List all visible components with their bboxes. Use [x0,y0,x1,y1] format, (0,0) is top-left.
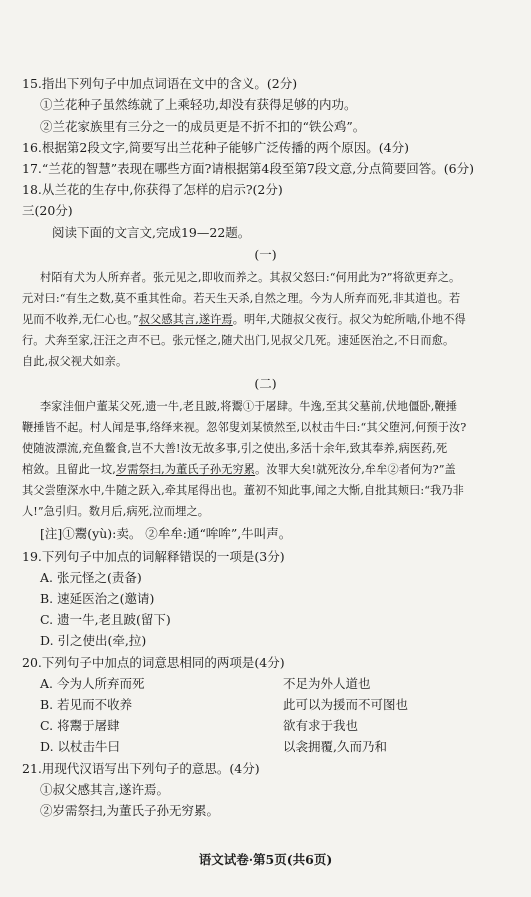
q20-option-c-compare: 欲有求于我也 [283,718,359,733]
section-3-instruction: 阅读下面的文言文,完成19—22题。 [52,225,251,240]
q20-option-a-compare: 不足为外人道也 [283,676,371,691]
q20-option-d-compare: 以衾拥覆,久而乃和 [283,739,387,754]
page-footer: 语文试卷·第5页(共6页) [198,852,333,867]
q20-option-d: D. 以杖击牛曰 [40,739,121,754]
passage-1-text: 。明年,犬随叔父夜行。叔父为蛇所啮,仆地不得 [232,313,466,326]
passage-1-line [22,312,466,328]
q19-option-c: C. 遗一牛,老且跛(留下) [40,612,171,627]
q21-sentence-1: ①叔父感其言,遂许焉。 [40,782,169,797]
q19-option-d: D. 引之使出(牵,拉) [40,633,147,648]
passage-2-line: 其父尝堕深水中,牛随之跃入,牵其尾得出也。董初不知此事,闻之大惭,自批其颊曰:“我乃非 [22,484,464,497]
q15-stem: 15.指出下列句子中加点词语在文中的含义。(2分) [22,76,298,91]
q20-option-b: B. 若见而不收养 [40,697,133,712]
passage-2-line: 鞭捶皆不起。村人闻是事,络绎来视。忽邻叟刘某愤然至,以杖击牛曰:“其父堕河,何预于汝? [22,421,467,434]
passage-2-title: (二) [254,376,277,391]
passage-2-text: 。汝罪大矣!就死汝分,牟牟②者何为?”盖 [255,463,456,476]
passage-2-text: 棺敛。且留此一坟, [22,463,116,476]
q20-option-c: C. 将鬻于屠肆 [40,718,120,733]
q15-sentence-2: ②兰花家族里有三分之一的成员更是不折不扣的“铁公鸡”。 [40,119,366,134]
underlined-sentence: 叔父感其言,遂许焉 [138,313,233,326]
q19-stem: 19.下列句子中加点的词解释错误的一项是(3分) [22,549,285,564]
q19-option-b: B. 速延医治之(邀请) [40,591,155,606]
q19-option-a: A. 张元怪之(责备) [40,570,142,585]
passage-2-line [22,462,456,478]
q16-stem: 16.根据第2段文字,简要写出兰花种子能够广泛传播的两个原因。(4分) [22,140,410,155]
q18-stem: 18.从兰花的生存中,你获得了怎样的启示?(2分) [22,182,283,197]
q17-stem: 17.“兰花的智慧”表现在哪些方面?请根据第4段至第7段文意,分点简要回答。(6分) [22,161,474,176]
passage-2-line: 使随波漂流,充鱼鳖食,岂不大善!汝无故多事,引之使出,多活十余年,致其奉养,病医药,死 [22,442,448,455]
q21-sentence-2: ②岁需祭扫,为董氏子孙无穷累。 [40,803,219,818]
passage-2-line: 李家洼佃户董某父死,遗一牛,老且跛,将鬻①于屠肆。牛逸,至其父墓前,伏地僵卧,鞭捶 [40,400,458,413]
passage-1-line: 村陌有犬为人所弃者。张元见之,即收而养之。其叔父怒曰:“何用此为?”将欲更弃之。 [40,271,461,284]
q20-option-b-compare: 此可以为援而不可图也 [283,697,409,712]
underlined-sentence: 岁需祭扫,为董氏子孙无穷累 [115,463,256,476]
passage-2-note: [注]①鬻(yù):卖。 ②牟牟:通“哞哞”,牛叫声。 [40,526,292,541]
passage-1-title: (一) [254,247,277,262]
passage-1-line: 行。犬奔至家,汪汪之声不已。张元怪之,随犬出门,见叔父几死。速延医治之,不日而愈。 [22,334,455,347]
passage-1-text: 见而不收养,无仁心也。” [22,313,139,326]
section-3-heading: 三(20分) [22,203,73,218]
q21-stem: 21.用现代汉语写出下列句子的意思。(4分) [22,761,260,776]
q20-stem: 20.下列句子中加点的词意思相同的两项是(4分) [22,655,285,670]
q15-sentence-1: ①兰花种子虽然练就了上乘轻功,却没有获得足够的内功。 [40,97,357,112]
q20-option-a: A. 今为人所弃而死 [40,676,145,691]
passage-2-line: 人!”急引归。数月后,病死,泣而埋之。 [22,505,210,518]
passage-1-line: 元对曰:“有生之数,莫不重其性命。若天生天杀,自然之理。今为人所弃而死,非其道也。若 [22,292,461,305]
passage-1-line: 自此,叔父视犬如亲。 [22,355,128,368]
